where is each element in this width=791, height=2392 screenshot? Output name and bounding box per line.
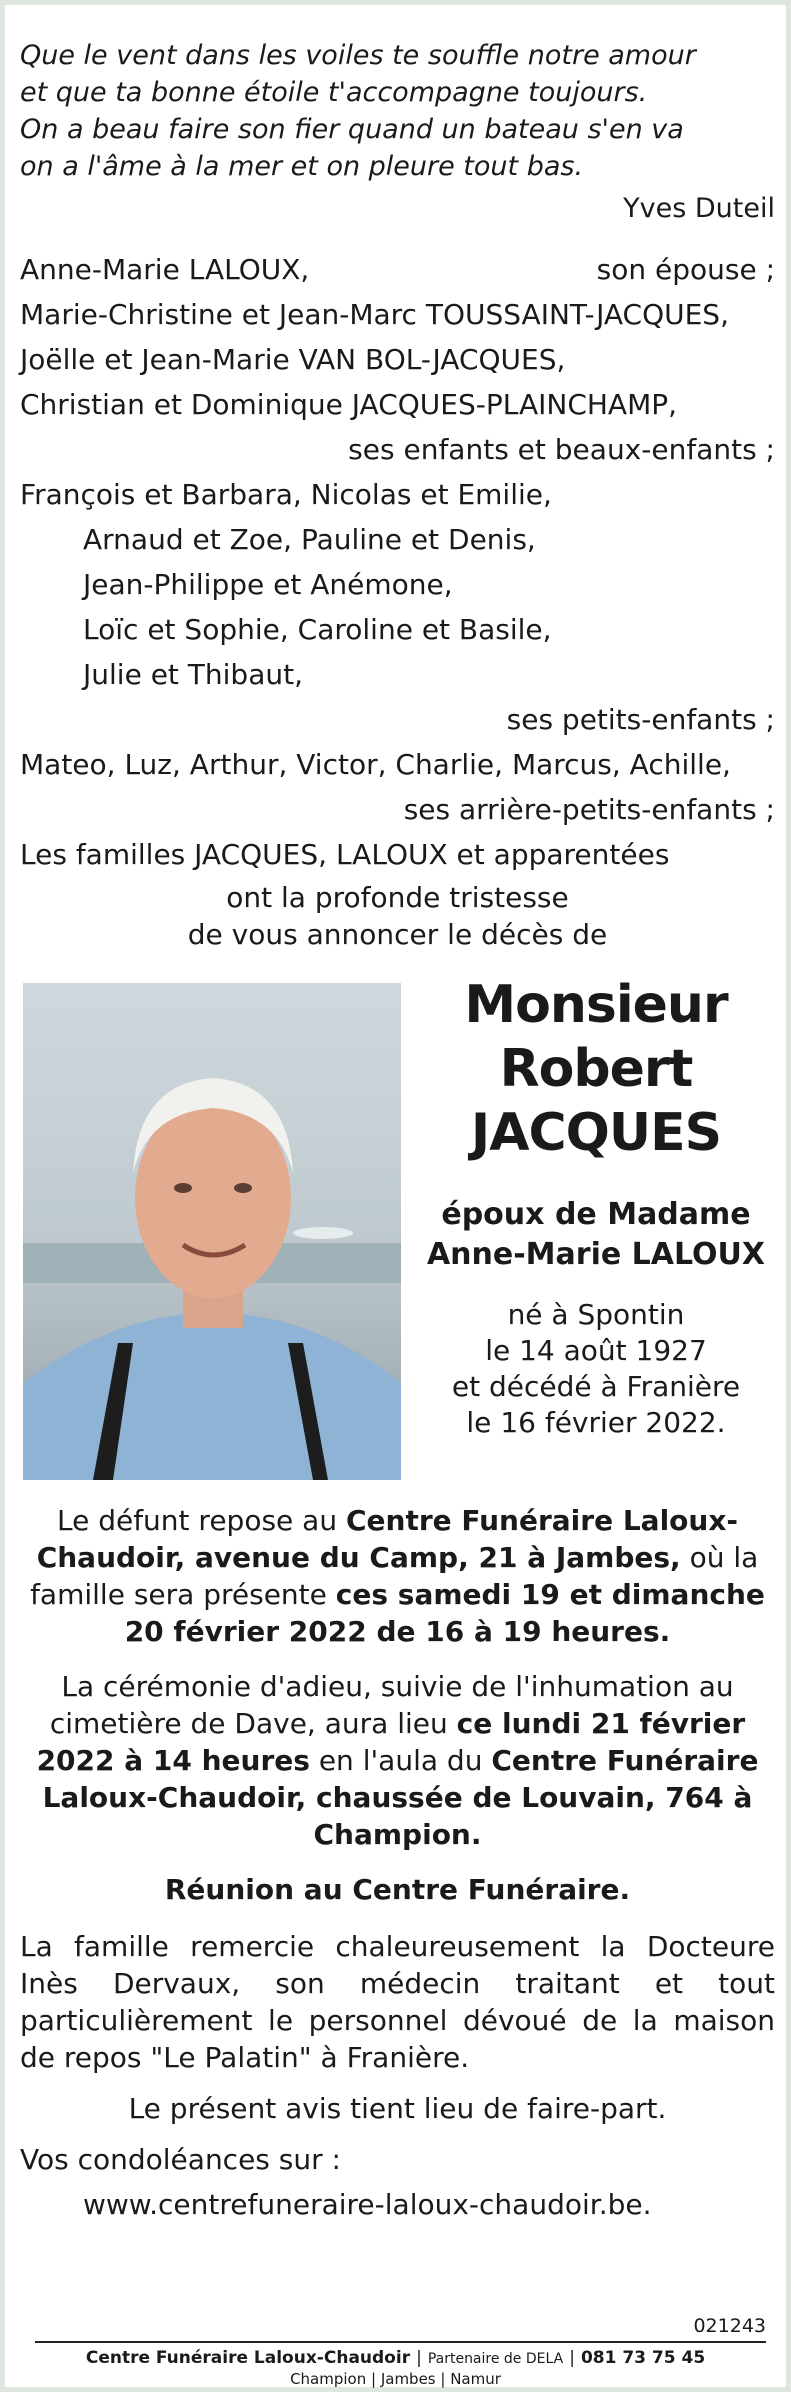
- poem-line: On a beau faire son fier quand un bateau s'en va: [20, 114, 684, 145]
- families-row: Les familles JACQUES, LALOUX et apparentées: [20, 838, 670, 871]
- announce-line: de vous annoncer le décès de: [187, 918, 608, 951]
- condolences-url[interactable]: www.centrefuneraire-laloux-chaudoir.be.: [83, 2188, 652, 2221]
- footer-partner: Partenaire de DELA: [427, 2351, 564, 2367]
- child-row: Joëlle et Jean-Marie VAN BOL-JACQUES,: [20, 343, 566, 376]
- deceased-photo: [23, 983, 401, 1480]
- poem-line: Que le vent dans les voiles te souffle notre amour: [20, 40, 696, 71]
- visitation-text: Le défunt repose au: [56, 1504, 346, 1537]
- great-grandchildren-role: ses arrière-petits-enfants ;: [403, 793, 775, 826]
- ceremony-paragraph: [20, 1668, 775, 1853]
- announce-line: ont la profonde tristesse: [226, 881, 569, 914]
- visitation-text: où la famille sera présente: [30, 1541, 759, 1611]
- deceased-title: Monsieur: [464, 975, 728, 1035]
- spouse-line: Anne-Marie LALOUX: [426, 1237, 766, 1272]
- life-dates: [415, 1297, 777, 1441]
- death-place: et décédé à Franière: [451, 1370, 741, 1403]
- reference-number: 021243: [693, 2315, 766, 2337]
- portrait-icon: [23, 983, 401, 1480]
- children-role: ses enfants et beaux-enfants ;: [348, 433, 775, 466]
- deceased-first-name: Robert: [499, 1039, 693, 1099]
- deceased-name-block: [415, 973, 777, 1441]
- notice-line: Le présent avis tient lieu de faire-part.: [128, 2092, 667, 2125]
- visitation-dates: ces samedi 19 et dimanche 20 février 2022 de 16 à 19 heures.: [124, 1578, 765, 1648]
- poem-line: et que ta bonne étoile t'accompagne toujours.: [20, 77, 648, 108]
- thanks-paragraph: La famille remercie chaleureusement la Docteure Inès Dervaux, son médecin traitant et tout particulièrement le personnel dévoué de la maison de repos "Le Palatin" à Franière.: [20, 1930, 775, 2074]
- ceremony-text: La cérémonie d'adieu, suivie de l'inhumation au cimetière de Dave, aura lieu: [49, 1670, 734, 1740]
- condolences-label: Vos condoléances sur :: [20, 2143, 341, 2176]
- child-row: Marie-Christine et Jean-Marc TOUSSAINT-JACQUES,: [20, 298, 729, 331]
- grandchild-row: Loïc et Sophie, Caroline et Basile,: [83, 613, 552, 646]
- deceased-last-name: JACQUES: [470, 1103, 722, 1163]
- ceremony-location: Centre Funéraire Laloux-Chaudoir, chaussée de Louvain, 764 à Champion.: [42, 1744, 759, 1851]
- spouse-info: [415, 1195, 777, 1275]
- spouse-line: époux de Madame: [441, 1197, 751, 1232]
- child-row: Christian et Dominique JACQUES-PLAINCHAMP,: [20, 388, 678, 421]
- footer-separator: |: [569, 2348, 575, 2368]
- family-list: [20, 247, 775, 877]
- announcement: [20, 879, 775, 953]
- birth-place: né à Spontin: [507, 1298, 685, 1331]
- spouse-name: Anne-Marie LALOUX,: [20, 253, 310, 286]
- grandchild-row: Julie et Thibaut,: [83, 658, 303, 691]
- grandchildren-role: ses petits-enfants ;: [506, 703, 775, 736]
- ceremony-date: ce lundi 21 février 2022 à 14 heures: [36, 1707, 746, 1777]
- footer-phone[interactable]: 081 73 75 45: [580, 2348, 706, 2368]
- footer: [5, 2348, 786, 2388]
- poem: [20, 37, 775, 185]
- poem-author: Yves Duteil: [623, 193, 775, 224]
- ceremony-text: en l'aula du: [309, 1744, 492, 1777]
- birth-date: le 14 août 1927: [485, 1334, 707, 1367]
- footer-divider: [35, 2341, 766, 2343]
- poem-line: on a l'âme à la mer et on pleure tout bas.: [20, 151, 584, 182]
- condolences-block: [20, 2137, 775, 2227]
- great-grandchildren-row: Mateo, Luz, Arthur, Victor, Charlie, Marcus, Achille,: [20, 748, 731, 781]
- grandchild-row: Jean-Philippe et Anémone,: [83, 568, 453, 601]
- reunion-line: Réunion au Centre Funéraire.: [164, 1873, 631, 1906]
- deceased-section: [20, 973, 775, 1478]
- spouse-row: [20, 247, 775, 292]
- death-date: le 16 février 2022.: [466, 1406, 726, 1439]
- visitation-location: Centre Funéraire Laloux-Chaudoir, avenue du Camp, 21 à Jambes,: [36, 1504, 739, 1574]
- obituary-card: [5, 5, 786, 2387]
- grandchild-row: Arnaud et Zoe, Pauline et Denis,: [83, 523, 536, 556]
- grandchild-row: François et Barbara, Nicolas et Emilie,: [20, 478, 552, 511]
- obituary-content: [20, 37, 775, 2227]
- spouse-role: son épouse ;: [596, 253, 775, 286]
- footer-company: Centre Funéraire Laloux-Chaudoir: [85, 2348, 411, 2368]
- visitation-paragraph: [20, 1502, 775, 1650]
- footer-towns: Champion | Jambes | Namur: [290, 2370, 501, 2388]
- footer-separator: |: [416, 2348, 422, 2368]
